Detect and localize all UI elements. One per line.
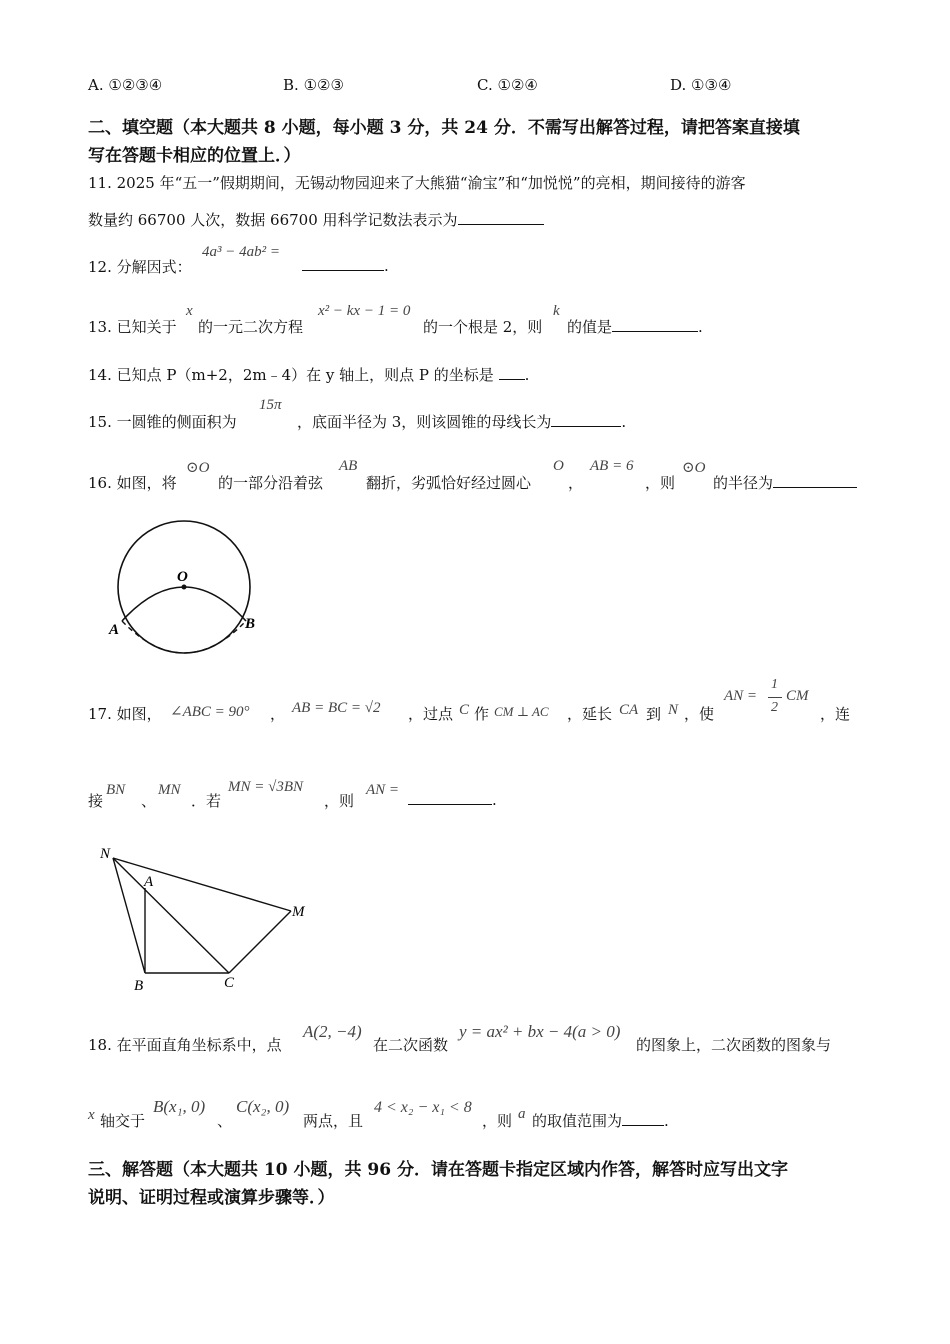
q17-half-num: 1 [771, 677, 778, 692]
q18-function: y = ax² + bx − 4(a > 0) [459, 1022, 621, 1041]
q16-text-c: 翻折，劣弧恰好经过圆心 [366, 474, 532, 492]
q12-line: 12. 分解因式： [88, 258, 192, 276]
q17-ab-bc: AB = BC = √2 [292, 700, 381, 716]
segment-cm [229, 911, 291, 973]
q17-point-c: C [459, 702, 470, 718]
q15-area: 15π [259, 397, 282, 413]
figure-16-circle-fold [100, 515, 270, 665]
q18-point-c: C(x₂, 0) [236, 1097, 290, 1116]
q17-text-a: 17. 如图， [88, 705, 162, 723]
q13-var-k: k [553, 303, 560, 319]
q17-line2-a: 接 [88, 792, 104, 810]
q17-an-answer: AN = [366, 782, 400, 798]
q11-line1: 11. 2025 年“五一”假期期间，无锡动物园迎来了大熊猫“渝宝”和“加悦悦”的亮相，期间接待的游客 [88, 174, 746, 192]
q17-cm: CM [786, 688, 809, 704]
folded-arc [122, 587, 246, 621]
q14-line: 14. 已知点 P（m+2，2m﹣4）在 y 轴上，则点 P 的坐标是 . [88, 366, 530, 384]
q11-line2: 数量约 66700 人次，数据 66700 用科学记数法表示为 [88, 209, 544, 230]
q17-line2-c: ．若 [191, 792, 222, 810]
q15-answer-blank[interactable] [551, 412, 621, 427]
q12-blank-line: . [302, 256, 389, 275]
q16-answer-blank[interactable] [773, 473, 857, 488]
q17-text-d: 作 [474, 705, 490, 723]
label-c: C [224, 975, 235, 991]
figure-17-triangles [96, 838, 326, 998]
q16-circle-o-2: ⊙O [682, 460, 706, 476]
q17-bn: BN [106, 782, 126, 798]
section-3-heading-line2: 说明、证明过程或演算步骤等．） [88, 1188, 335, 1208]
center-dot [182, 585, 187, 590]
option-c: C. ①②④ [477, 76, 538, 94]
q17-point-n: N [668, 702, 679, 718]
q17-answer-blank[interactable] [408, 790, 492, 805]
q18-var-x: x [88, 1107, 95, 1123]
segment-nb [113, 858, 145, 973]
q15-text-b: ，底面半径为 3，则该圆锥的母线长为 . [297, 413, 627, 431]
section-3-heading-line1: 三、解答题（本大题共 10 小题，共 96 分．请在答题卡指定区域内作答，解答时应写出文字 [88, 1160, 788, 1180]
q16-text-a: 16. 如图，将 [88, 474, 177, 492]
q18-answer-blank[interactable] [622, 1111, 664, 1126]
q15-text-a: 15. 一圆锥的侧面积为 [88, 413, 237, 431]
q12-answer-blank[interactable] [302, 256, 384, 271]
q16-text-f: 的半径为 [713, 472, 857, 493]
q13-var-x: x [186, 303, 193, 319]
q18-point-a: A(2, −4) [303, 1022, 362, 1041]
q13-text-c: 的一个根是 2，则 [423, 318, 543, 336]
q17-text-c: ，过点 [408, 705, 454, 723]
q18-text-e: 、 [217, 1112, 233, 1130]
section-2-heading-line1: 二、填空题（本大题共 8 小题，每小题 3 分，共 24 分．不需写出解答过程，请把答案直接填 [88, 118, 800, 138]
q17-an-eq: AN = [724, 688, 758, 704]
q16-ab-value: AB = 6 [590, 458, 634, 474]
q17-angle: ∠ABC = 90° [170, 704, 250, 720]
q17-text-h: ，连 [820, 705, 851, 723]
q17-cm-perp: CM ⊥ AC [494, 704, 549, 719]
q17-text-f: 到 [646, 705, 662, 723]
option-d: D. ①③④ [670, 76, 732, 94]
q18-text-b: 在二次函数 [373, 1036, 449, 1054]
q18-text-c: 的图象上，二次函数的图象与 [636, 1036, 832, 1054]
q18-text-d: 轴交于 [100, 1112, 146, 1130]
label-a: A [144, 874, 154, 890]
label-a: A [109, 622, 120, 638]
q18-var-a: a [518, 1106, 526, 1122]
q13-equation: x² − kx − 1 = 0 [318, 303, 411, 319]
q17-condition: MN = √3BN [228, 779, 304, 795]
q17-text-g: ，使 [684, 705, 715, 723]
q16-text-b: 的一部分沿着弦 [218, 474, 324, 492]
label-b: B [134, 978, 144, 994]
label-m: M [292, 904, 305, 920]
q11-answer-blank[interactable] [458, 210, 544, 225]
q17-line2-b: 、 [141, 792, 157, 810]
q17-text-b: ， [270, 705, 286, 723]
q13-answer-blank[interactable] [612, 317, 698, 332]
q12-expression: 4a³ − 4ab² = [202, 244, 280, 260]
q13-text-d: 的值是 . [567, 318, 703, 336]
q18-text-g: ，则 [482, 1112, 513, 1130]
q17-blank-line: . [408, 790, 497, 809]
option-a: A. ①②③④ [88, 76, 163, 94]
q16-text-e: ，则 [645, 474, 676, 492]
q16-chord-ab: AB [339, 458, 358, 474]
q18-text-a: 18. 在平面直角坐标系中，点 [88, 1036, 282, 1054]
label-b: B [245, 616, 256, 632]
q18-inequality: 4 < x₂ − x₁ < 8 [374, 1099, 472, 1116]
q14-answer-blank[interactable] [499, 365, 525, 380]
q16-center-o: O [553, 458, 564, 474]
q17-ca: CA [619, 702, 639, 718]
q18-text-f: 两点，且 [303, 1112, 364, 1130]
label-o: O [177, 569, 188, 585]
q18-point-b: B(x₁, 0) [153, 1097, 206, 1116]
q17-mn: MN [158, 782, 181, 798]
q16-text-d: ， [568, 474, 584, 492]
section-2-heading-line2: 写在答题卡相应的位置上．） [88, 146, 301, 166]
q18-text-h: 的取值范围为 . [532, 1112, 669, 1130]
q17-half-den: 2 [771, 700, 778, 715]
q17-text-e: ，延长 [567, 705, 613, 723]
q13-text-a: 13. 已知关于 [88, 318, 177, 336]
label-n: N [100, 846, 111, 862]
q13-text-b: 的一元二次方程 [198, 318, 304, 336]
option-b: B. ①②③ [283, 76, 344, 94]
q16-circle-o: ⊙O [186, 460, 210, 476]
q17-fraction-bar [768, 697, 782, 698]
q17-line2-d: ，则 [324, 792, 355, 810]
